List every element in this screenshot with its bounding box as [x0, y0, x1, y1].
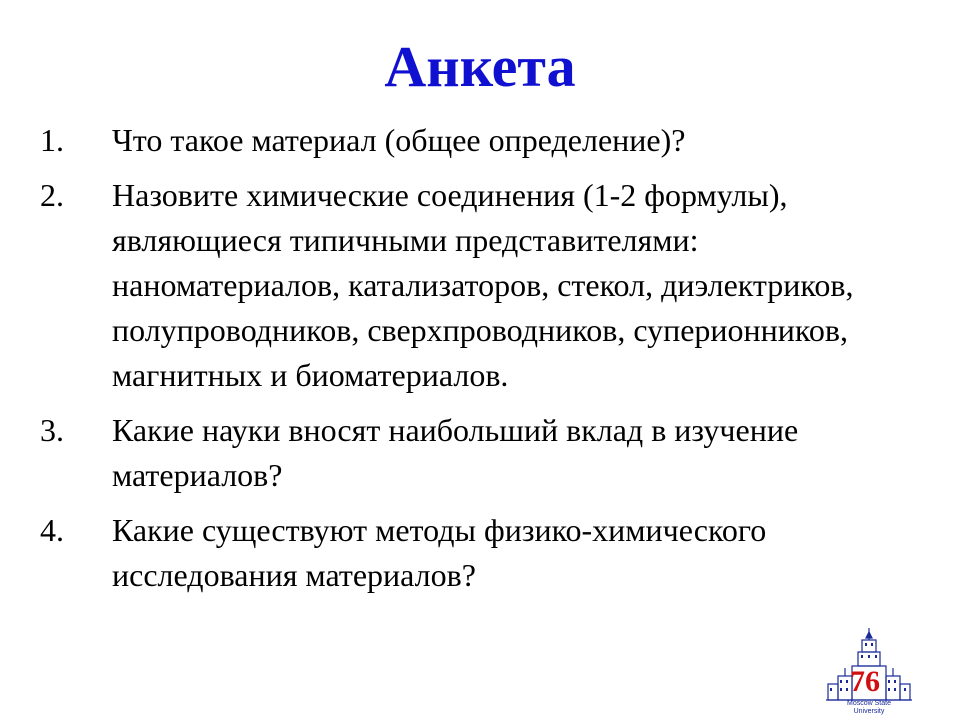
question-text: Какие науки вносят наибольший вклад в изучение материалов?: [112, 412, 799, 493]
question-item: [40, 408, 910, 498]
question-item: [40, 118, 910, 163]
logo-caption-line: University: [853, 708, 885, 715]
question-item: [40, 173, 910, 398]
logo-caption-line: Moscow State: [847, 700, 891, 707]
question-text: Что такое материал (общее определение)?: [112, 122, 686, 158]
slide-title: Анкета: [384, 34, 576, 99]
question-number: 1.: [40, 122, 64, 158]
page-number: 76: [850, 665, 880, 698]
question-text: Какие существуют методы физико-химического исследования материалов?: [112, 512, 767, 593]
question-number: 2.: [40, 177, 64, 213]
question-item: [40, 508, 910, 598]
question-list: [40, 118, 910, 608]
question-number: 4.: [40, 512, 64, 548]
logo-caption: [826, 700, 912, 716]
question-number: 3.: [40, 412, 64, 448]
question-text: Назовите химические соединения (1-2 формулы), являющиеся типичными представителями: наноматериалов, катализаторов, стекол, диэлектриков, полупроводников, сверхпроводников, суперионников, магнитных и биоматериалов.: [112, 177, 854, 393]
